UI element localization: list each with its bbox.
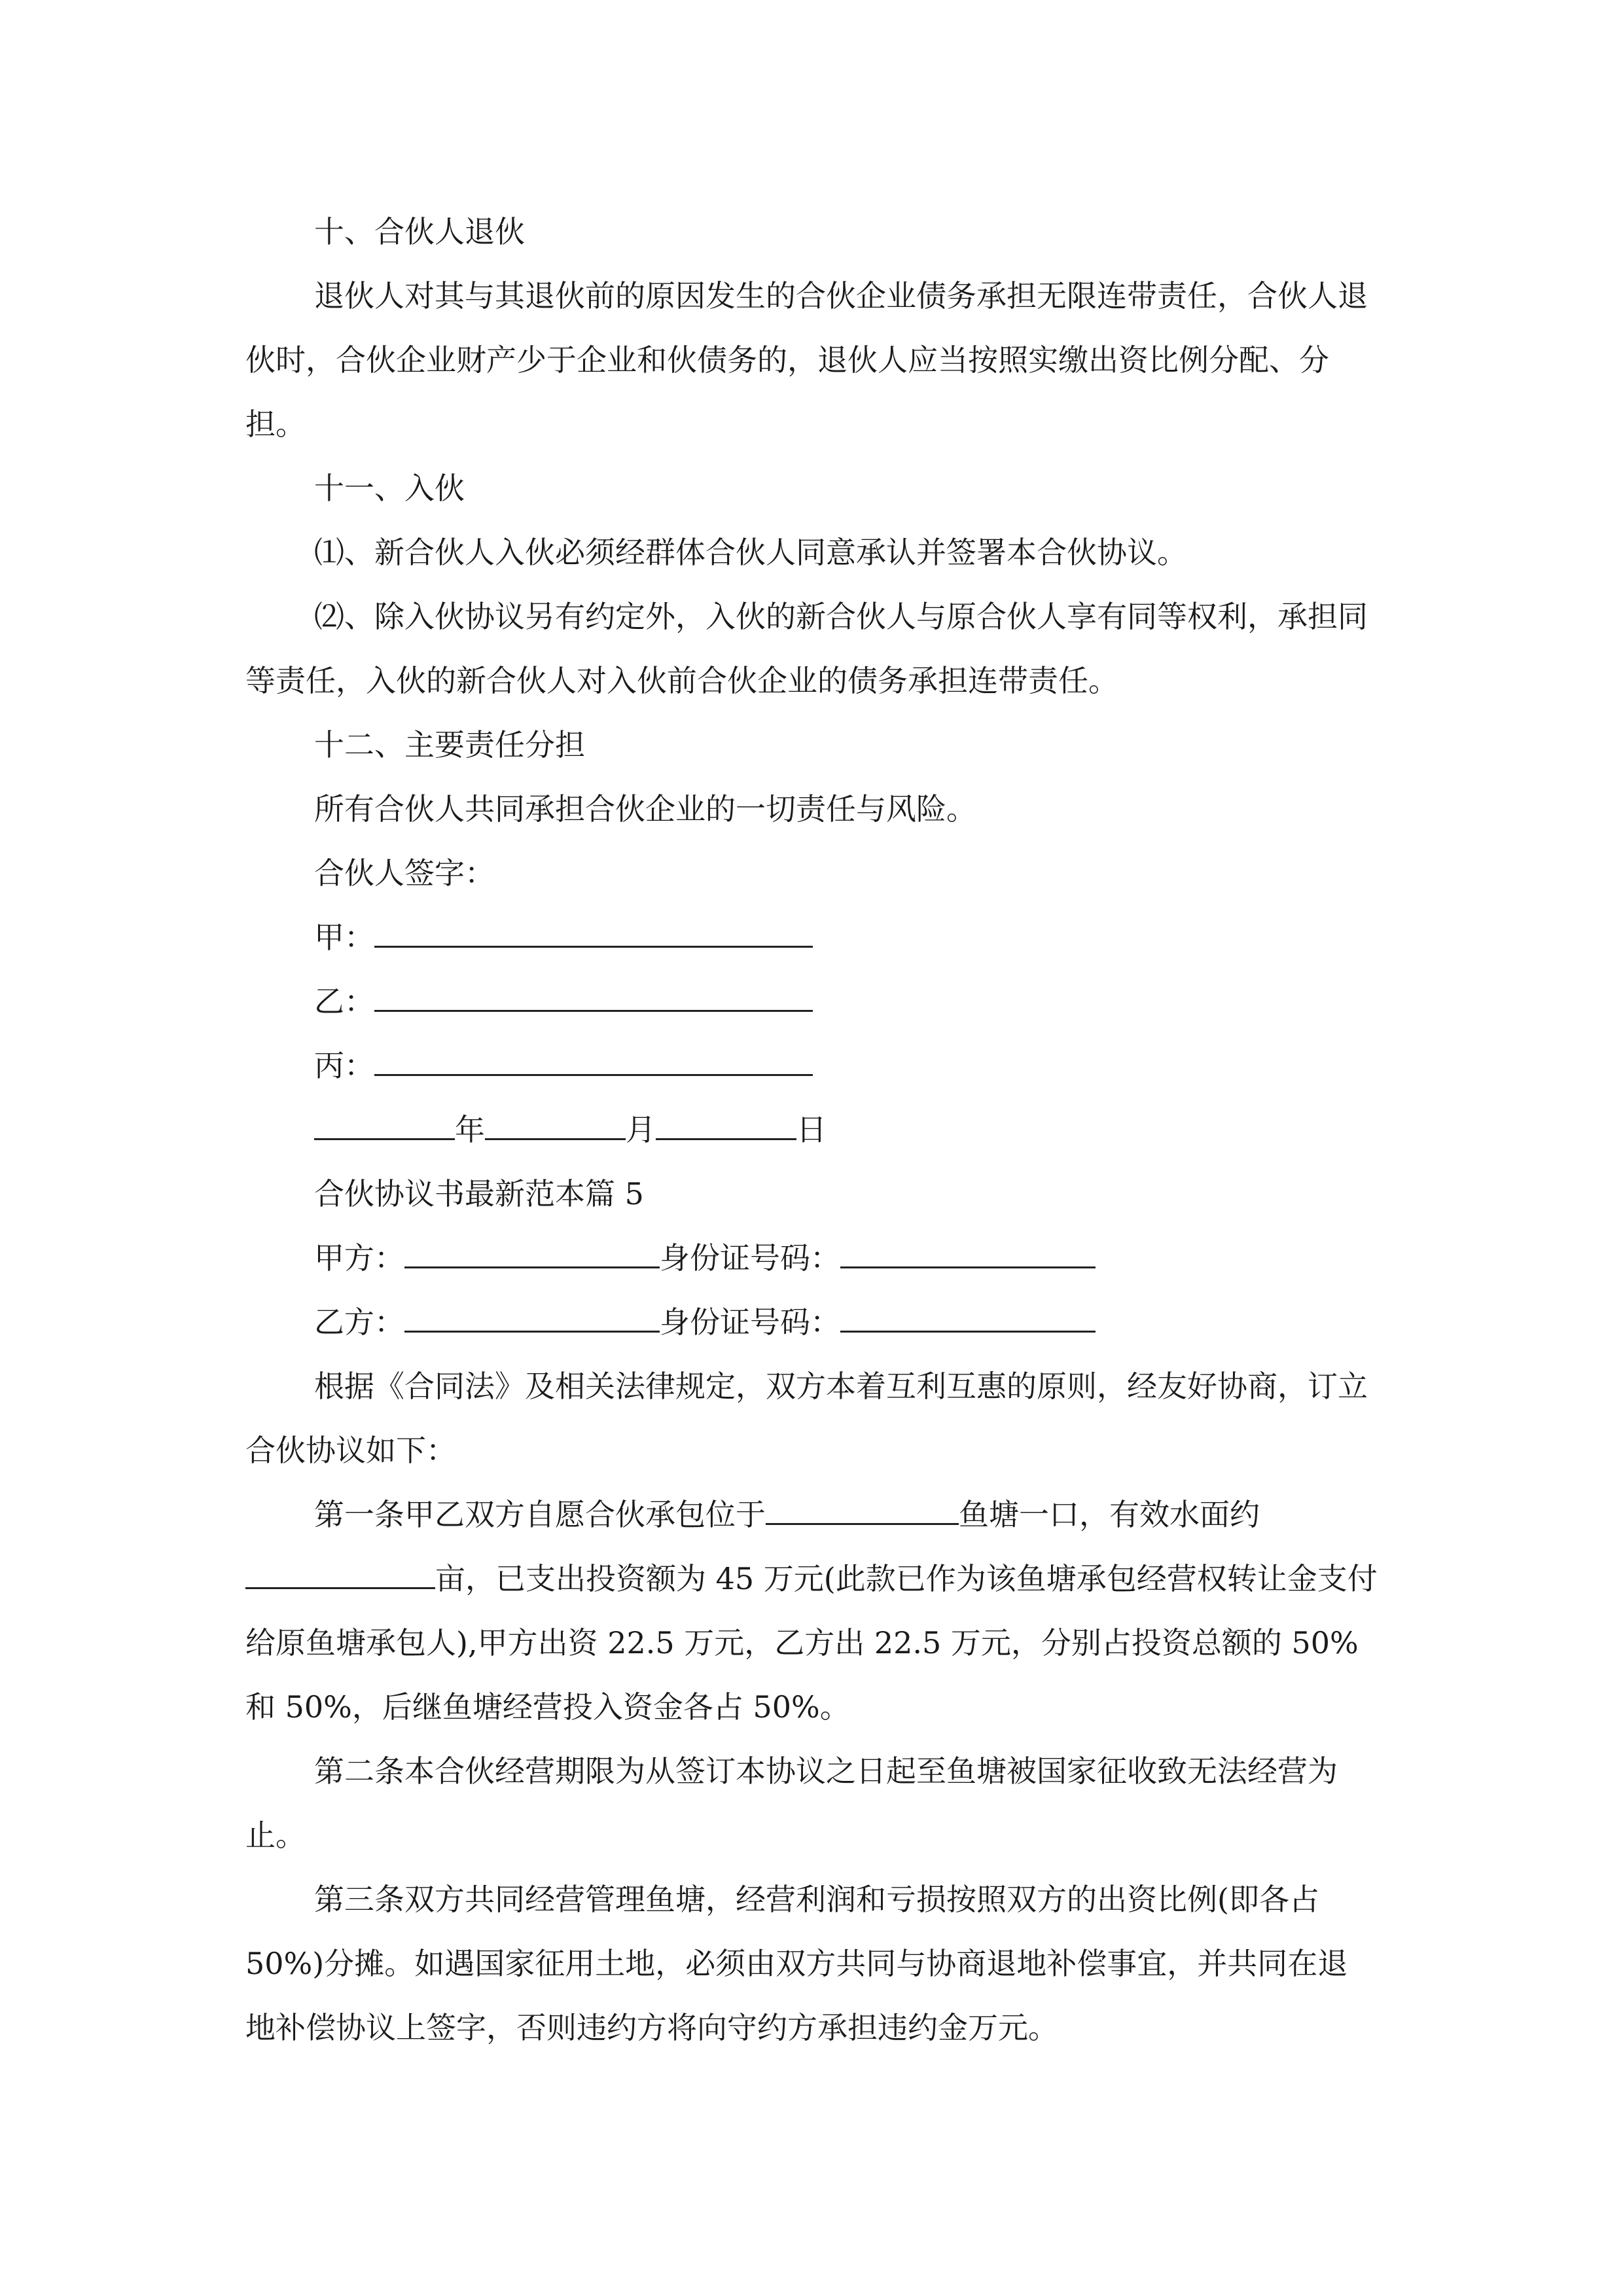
party-a-line <box>245 1226 1378 1290</box>
section-10-heading: 十、合伙人退伙 <box>314 214 525 249</box>
month-blank <box>485 1113 626 1140</box>
day-label: 日 <box>796 1112 827 1147</box>
party-b-label: 乙方： <box>314 1304 404 1340</box>
article-1-text-b: 鱼塘一口，有效水面约 <box>959 1497 1260 1532</box>
party-a-name-blank <box>404 1242 660 1268</box>
signature-line-a <box>245 905 1378 969</box>
party-b-id-label: 身份证号码： <box>660 1304 840 1340</box>
signature-blank-a <box>374 921 813 948</box>
party-b-id-blank <box>840 1306 1096 1333</box>
signature-label-c: 丙： <box>314 1048 374 1083</box>
document-body <box>245 200 1378 2060</box>
signature-blank-b <box>374 985 813 1012</box>
signature-line-c <box>245 1033 1378 1098</box>
signature-line-b <box>245 969 1378 1033</box>
month-label: 月 <box>626 1112 656 1147</box>
agreement-intro: 根据《合同法》及相关法律规定，双方本着互利互惠的原则，经友好协商，订立合伙协议如下： <box>245 1369 1368 1468</box>
section-10-paragraph: 退伙人对其与其退伙前的原因发生的合伙企业债务承担无限连带责任，合伙人退伙时，合伙企业财产少于企业和伙债务的，退伙人应当按照实缴出资比例分配、分担。 <box>245 278 1368 442</box>
signature-blank-c <box>374 1049 813 1076</box>
party-b-line <box>245 1290 1378 1354</box>
signature-label-b: 乙： <box>314 984 374 1019</box>
date-line <box>245 1098 1378 1162</box>
article-1-text-c: 亩，已支出投资额为 45 万元(此款已作为该鱼塘承包经营权转让金支付给原鱼塘承包人),甲方出资 22.5 万元，乙方出 22.5 万元，分别占投资总额的 50%和 50%，后继鱼塘经营投入资金各占 50%。 <box>245 1561 1378 1725</box>
article-3: 第三条双方共同经营管理鱼塘，经营利润和亏损按照双方的出资比例(即各占 50%)分摊。如遇国家征用土地，必须由双方共同与协商退地补偿事宜，并共同在退地补偿协议上签字，否则违约方将向守约方承担违约金万元。 <box>245 1882 1348 2045</box>
location-blank <box>766 1498 959 1525</box>
section-11-item-1: ⑴、新合伙人入伙必须经群体合伙人同意承认并签署本合伙协议。 <box>314 535 1187 570</box>
section-12-heading: 十二、主要责任分担 <box>314 727 585 762</box>
sample-title: 合伙协议书最新范本篇 5 <box>314 1176 644 1211</box>
section-11-heading: 十一、入伙 <box>314 471 465 506</box>
signature-heading: 合伙人签字： <box>314 855 495 891</box>
party-b-name-blank <box>404 1306 660 1333</box>
article-1 <box>245 1482 1378 1739</box>
article-1-text-a: 第一条甲乙双方自愿合伙承包位于 <box>314 1497 766 1532</box>
year-blank <box>314 1113 455 1140</box>
signature-label-a: 甲： <box>314 920 374 955</box>
year-label: 年 <box>455 1112 485 1147</box>
party-a-label: 甲方： <box>314 1240 404 1276</box>
article-2: 第二条本合伙经营期限为从签订本协议之日起至鱼塘被国家征收致无法经营为止。 <box>245 1753 1338 1853</box>
party-a-id-label: 身份证号码： <box>660 1240 840 1276</box>
day-blank <box>656 1113 796 1140</box>
section-12-paragraph: 所有合伙人共同承担合伙企业的一切责任与风险。 <box>314 791 976 827</box>
area-blank <box>245 1562 435 1589</box>
section-11-item-2: ⑵、除入伙协议另有约定外，入伙的新合伙人与原合伙人享有同等权利，承担同等责任，入伙的新合伙人对入伙前合伙企业的债务承担连带责任。 <box>245 599 1368 698</box>
party-a-id-blank <box>840 1242 1096 1268</box>
